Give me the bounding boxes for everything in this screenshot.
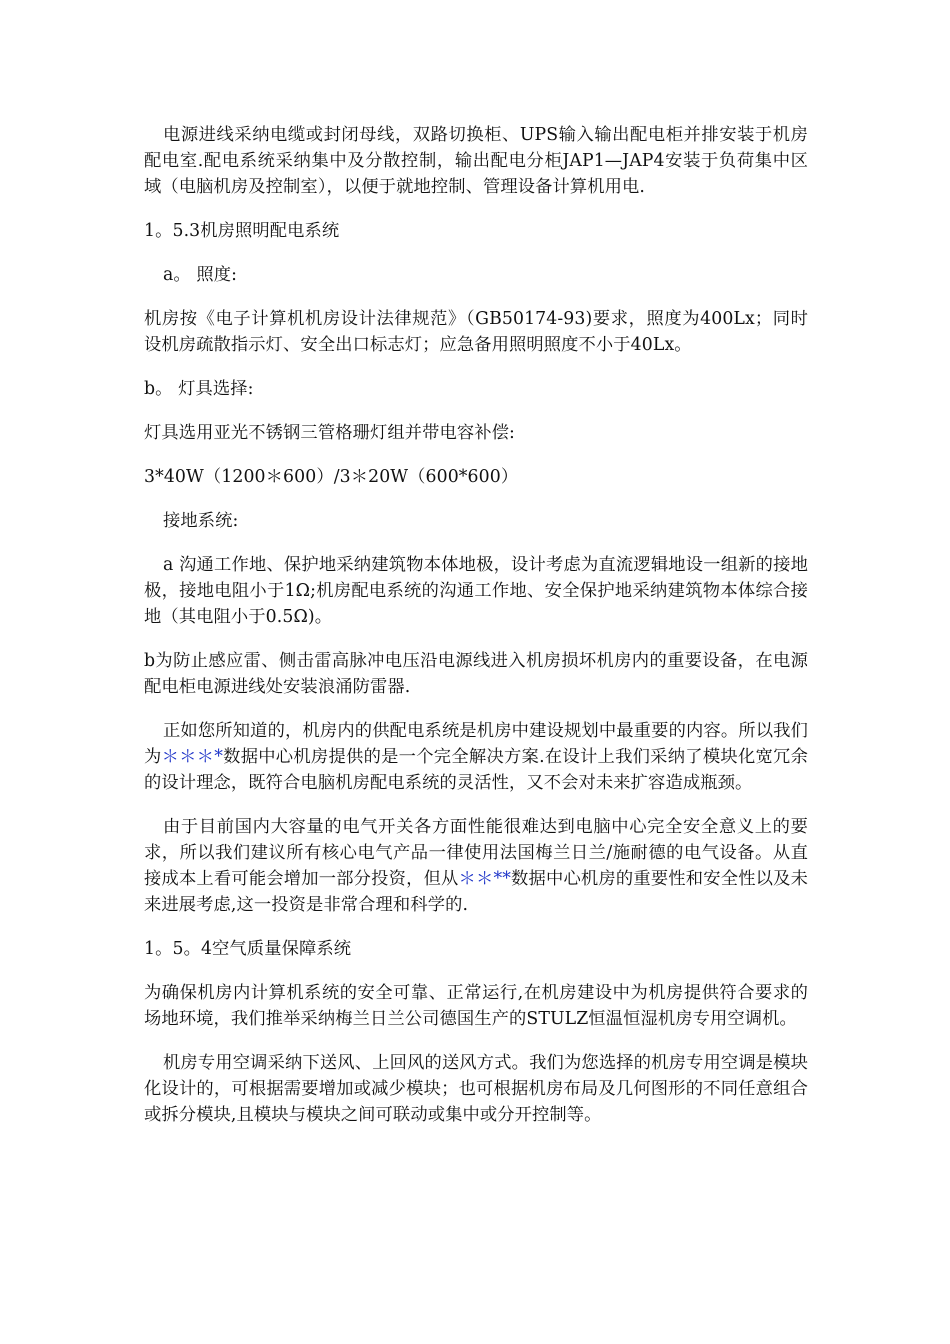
paragraph-lamp-choice: 灯具选用亚光不锈钢三管格珊灯组并带电容补偿:	[144, 423, 515, 443]
paragraph-summary	[144, 718, 808, 796]
subheading-illuminance: a。 照度:	[163, 265, 238, 285]
redacted-name-stars: ＊＊**	[458, 869, 511, 889]
paragraph-air-quality: 为确保机房内计算机系统的安全可靠、正常运行,在机房建设中为机房提供符合要求的场地环境，我们推举采纳梅兰日兰公司德国生产的STULZ恒温恒湿机房专用空调机。	[144, 983, 808, 1029]
paragraph-power-inlet: 电源进线采纳电缆或封闭母线，双路切换柜、UPS输入输出配电柜并排安装于机房配电室.配电系统采纳集中及分散控制，输出配电分柜JAP1—JAP4安装于负荷集中区域（电脑机房及控制室），以便于就地控制、管理设备计算机用电.	[144, 125, 808, 197]
document-body	[144, 122, 808, 1146]
paragraph-grounding-a: a 沟通工作地、保护地采纳建筑物本体地极，设计考虑为直流逻辑地设一组新的接地极，接地电阻小于1Ω;机房配电系统的沟通工作地、安全保护地采纳建筑物本体综合接地（其电阻小于0.5Ω)。	[144, 555, 808, 627]
paragraph-air-conditioning: 机房专用空调采纳下送风、上回风的送风方式。我们为您选择的机房专用空调是模块化设计的，可根据需要增加或减少模块；也可根据机房布局及几何图形的不同任意组合或拆分模块,且模块与模块之间可联动或集中或分开控制等。	[144, 1053, 808, 1125]
recommendation-text-end: 数据中心机房的重要性和安全性以及未来进展考虑,这一投资是非常合理和科学的.	[144, 869, 808, 915]
paragraph-lamp-spec: 3*40W（1200＊600）/3＊20W（600*600）	[144, 467, 519, 487]
paragraph-recommendation	[144, 814, 808, 918]
recommendation-text-start: 由于目前国内大容量的电气开关各方面性能很难达到电脑中心完全安全意义上的要求，所以我们建议所有核心电气产品一律使用法国梅兰日兰/施耐德的电气设备。从直接成本上看可能会增加一部分投资，但从	[144, 817, 808, 889]
section-heading-1-5-3: 1。5.3机房照明配电系统	[144, 221, 340, 241]
paragraph-grounding-b: b为防止感应雷、侧击雷高脉冲电压沿电源线进入机房损坏机房内的重要设备，在电源配电柜电源进线处安装浪涌防雷器.	[144, 651, 808, 697]
subheading-grounding: 接地系统:	[163, 511, 239, 531]
summary-text-end: 数据中心机房提供的是一个完全解决方案.在设计上我们采纳了模块化宽冗余的设计理念，既符合电脑机房配电系统的灵活性，又不会对未来扩容造成瓶颈。	[144, 747, 808, 793]
redacted-name-stars: ＊＊＊*	[161, 747, 223, 767]
section-heading-1-5-4: 1。5。4空气质量保障系统	[144, 939, 352, 959]
summary-text-start: 正如您所知道的，机房内的供配电系统是机房中建设规划中最重要的内容。所以我们为	[144, 721, 808, 767]
paragraph-lighting-standard: 机房按《电子计算机机房设计法律规范》（GB50174-93)要求，照度为400Lx；同时设机房疏散指示灯、安全出口标志灯；应急备用照明照度不小于40Lx。	[144, 309, 808, 355]
subheading-lamp-selection: b。 灯具选择:	[144, 379, 254, 399]
